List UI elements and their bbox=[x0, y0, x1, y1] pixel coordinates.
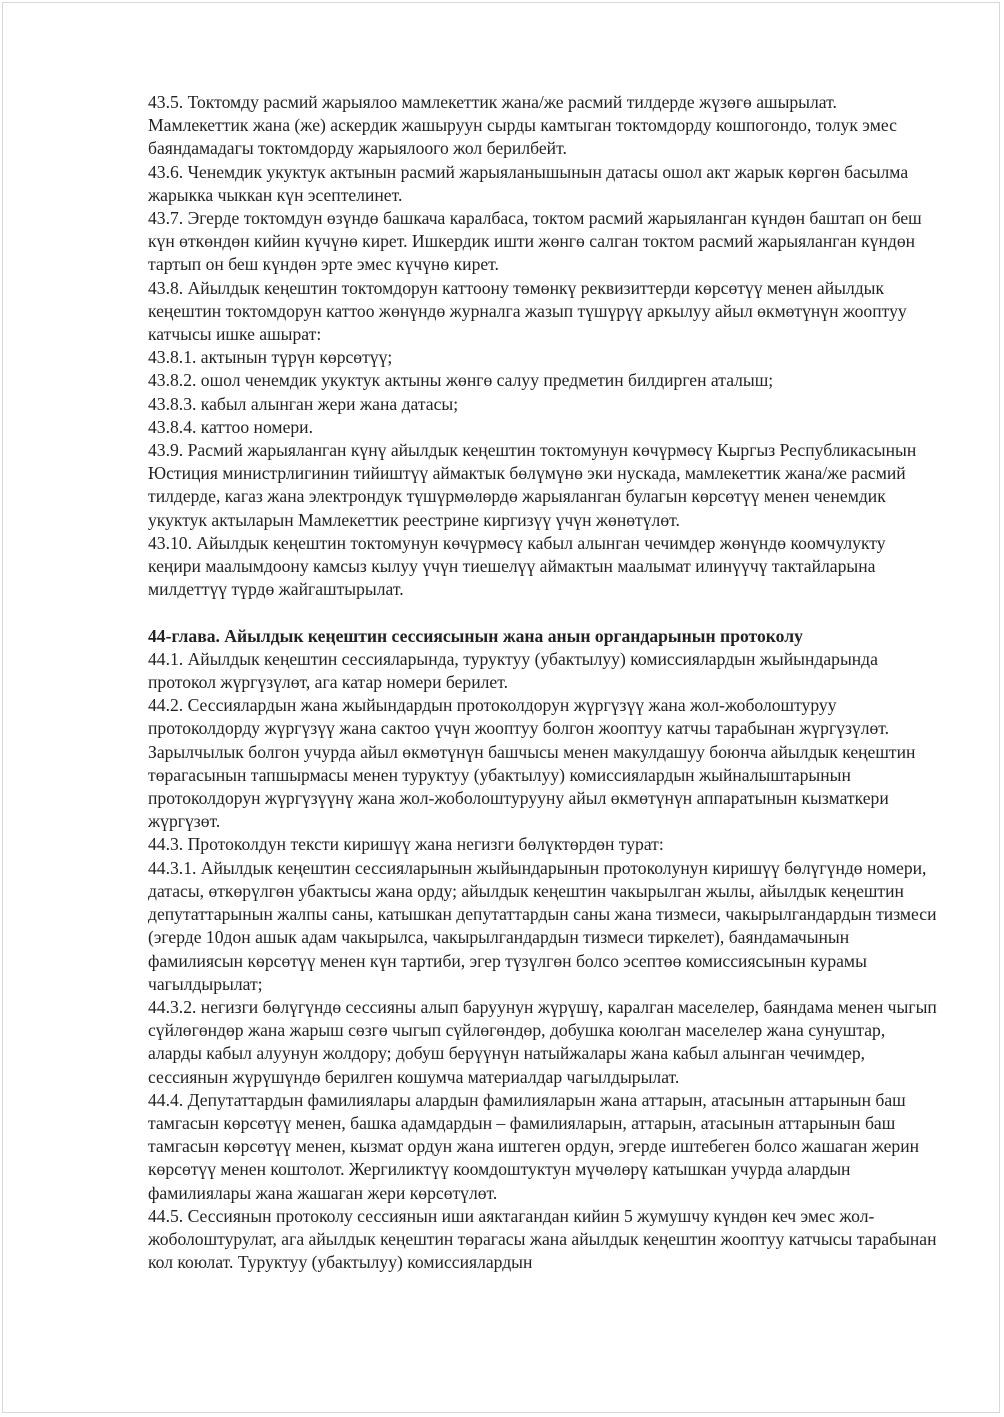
paragraph-43-8: 43.8. Айылдык кеңештин токтомдорун каттоону төмөнкү реквизиттерди көрсөтүү менен айылдык кеңештин токтомдорун каттоо жөнүндө журналга жазып түшүрүү аркылуу айыл өкмөтүнүн жооптуу катчысы ишке ашырат: bbox=[148, 277, 907, 345]
paragraph-44-3-1: 44.3.1. Айылдык кеңештин сессияларынын жыйындарынын протоколунун киришүү бөлүгүндө номери, датасы, өткөрүлгөн убактысы жана орду; айылдык кеңештин чакырылган жылы, айылдык кеңештин депутаттарынын жалпы саны, катышкан депутаттардын саны жана тизмеси, чакырылгандардын тизмеси (эгерде 10дон ашык адам чакырылса, чакырылгандардын тизмеси тиркелет), баяндамачынын фамилиясын көрсөтүү менен күн тартиби, эгер түзүлгөн болсо эсептөө комиссиясынын курамы чагылдырылат; bbox=[148, 857, 937, 994]
paragraph-43-8-1: 43.8.1. актынын түрүн көрсөтүү; bbox=[148, 347, 393, 368]
paragraph-43-8-2: 43.8.2. ошол ченемдик укуктук актыны жөнгө салуу предметин билдирген аталыш; bbox=[148, 370, 774, 391]
paragraph-44-5: 44.5. Сессиянын протоколу сессиянын иши аяктагандан кийин 5 жумушчу күндөн кеч эмес жол-жоболоштурулат, ага айылдык кеңештин төрагасы жана айылдык кеңештин жооптуу катчысы тарабынан кол коюлат. Туруктуу (убактылуу) комиссиялардын bbox=[148, 1205, 937, 1273]
paragraph-44-4: 44.4. Депутаттардын фамилиялары алардын фамилияларын жана аттарын, атасынын аттарынын баш тамгасын көрсөтүү менен, башка адамдардын – фамилияларын, аттарын, атасынын аттарынын баш тамгасын көрсөтүү менен, кызмат ордун жана иштеген ордун, эгерде иштебеген болсо жашаган жерин көрсөтүү менен коштолот. Жергиликтүү коомдоштуктун мүчөлөрү катышкан учурда алардын фамилиялары жана жашаган жери көрсөтүлөт. bbox=[148, 1089, 920, 1203]
paragraph-43-8-4: 43.8.4. каттоо номери. bbox=[148, 416, 313, 437]
paragraph-43-6: 43.6. Ченемдик укуктук актынын расмий жарыяланышынын датасы ошол акт жарык көргөн басылма жарыкка чыккан күн эсептелинет. bbox=[148, 161, 909, 205]
paragraph-43-9: 43.9. Расмий жарыяланган күнү айылдык кеңештин токтомунун көчүрмөсү Кыргыз Республикасынын Юстиция министрлигинин тийиштүү аймактык бөлүмүнө эки нускада, мамлекеттик жана/же расмий тилдерде, кагаз жана электрондук түшүрмөлөрдө жарыяланган булагын көрсөтүү менен ченемдик укуктук актыларын Мамлекеттик реестрине киргизүү үчүн жөнөтүлөт. bbox=[148, 440, 917, 530]
document-page bbox=[2, 2, 1000, 1413]
document-body bbox=[148, 91, 938, 1274]
paragraph-44-3-2: 44.3.2. негизги бөлүгүндө сессияны алып баруунун жүрүшү, каралган маселелер, баяндама менен чыгып сүйлөгөндөр жана жарыш сөзгө чыгып сүйлөгөндөр, добушка коюлган маселелер жана сунуштар, аларды кабыл алуунун жолдору; добуш берүүнүн натыйжалары жана кабыл алынган чечимдер, сессиянын жүрүшүндө берилген кошумча материалдар чагылдырылат. bbox=[148, 996, 937, 1087]
paragraph-43-10: 43.10. Айылдык кеңештин токтомунун көчүрмөсү кабыл алынган чечимдер жөнүндө коомчулукту кеңири маалымдоону камсыз кылуу үчүн тиешелүү аймактын маалымат илинүүчү тактайларына милдеттүү түрдө жайгаштырылат. bbox=[148, 532, 886, 600]
paragraph-44-2: 44.2. Сессиялардын жана жыйындардын протоколдорун жүргүзүү жана жол-жоболоштуруу протоколдорду жүргүзүү жана сактоо үчүн жооптуу болгон жооптуу катчы тарабынан жүргүзүлөт. Зарылчылык болгон учурда айыл өкмөтүнүн башчысы менен макулдашуу боюнча айылдык кеңештин төрагасынын тапшырмасы менен туруктуу (убактылуу) комиссиялардын жыйналыштарынын протоколдорун жүргүзүүнү жана жол-жоболоштурууну айыл өкмөтүнүн аппаратынын кызматкери жүргүзөт. bbox=[148, 695, 916, 832]
chapter-heading: 44-глава. Айылдык кеңештин сессиясынын жана анын органдарынын протоколу bbox=[148, 625, 803, 646]
paragraph-43-7: 43.7. Эгерде токтомдун өзүндө башкача каралбаса, токтом расмий жарыяланган күндөн баштап он беш күн өткөндөн кийин күчүнө кирет. Ишкердик ишти жөнгө салган токтом расмий жарыяланган күндөн тартып он беш күндөн эрте эмес күчүнө кирет. bbox=[148, 208, 922, 275]
paragraph-43-5: 43.5. Токтомду расмий жарыялоо мамлекеттик жана/же расмий тилдерде жүзөгө ашырылат. Мамлекеттик жана (же) аскердик жашыруун сырды камтыган токтомдорду кошпогондо, толук эмес баяндамадагы токтомдорду жарыялоого жол берилбейт. bbox=[148, 92, 897, 159]
paragraph-44-3: 44.3. Протоколдун тексти киришүү жана негизги бөлүктөрдөн турат: bbox=[148, 834, 664, 855]
paragraph-spacer bbox=[148, 601, 938, 624]
paragraph-44-1: 44.1. Айылдык кеңештин сессияларында, туруктуу (убактылуу) комиссиялардын жыйындарында протокол жүргүзүлөт, ага катар номери берилет. bbox=[148, 648, 878, 693]
paragraph-43-8-3: 43.8.3. кабыл алынган жери жана датасы; bbox=[148, 393, 459, 414]
